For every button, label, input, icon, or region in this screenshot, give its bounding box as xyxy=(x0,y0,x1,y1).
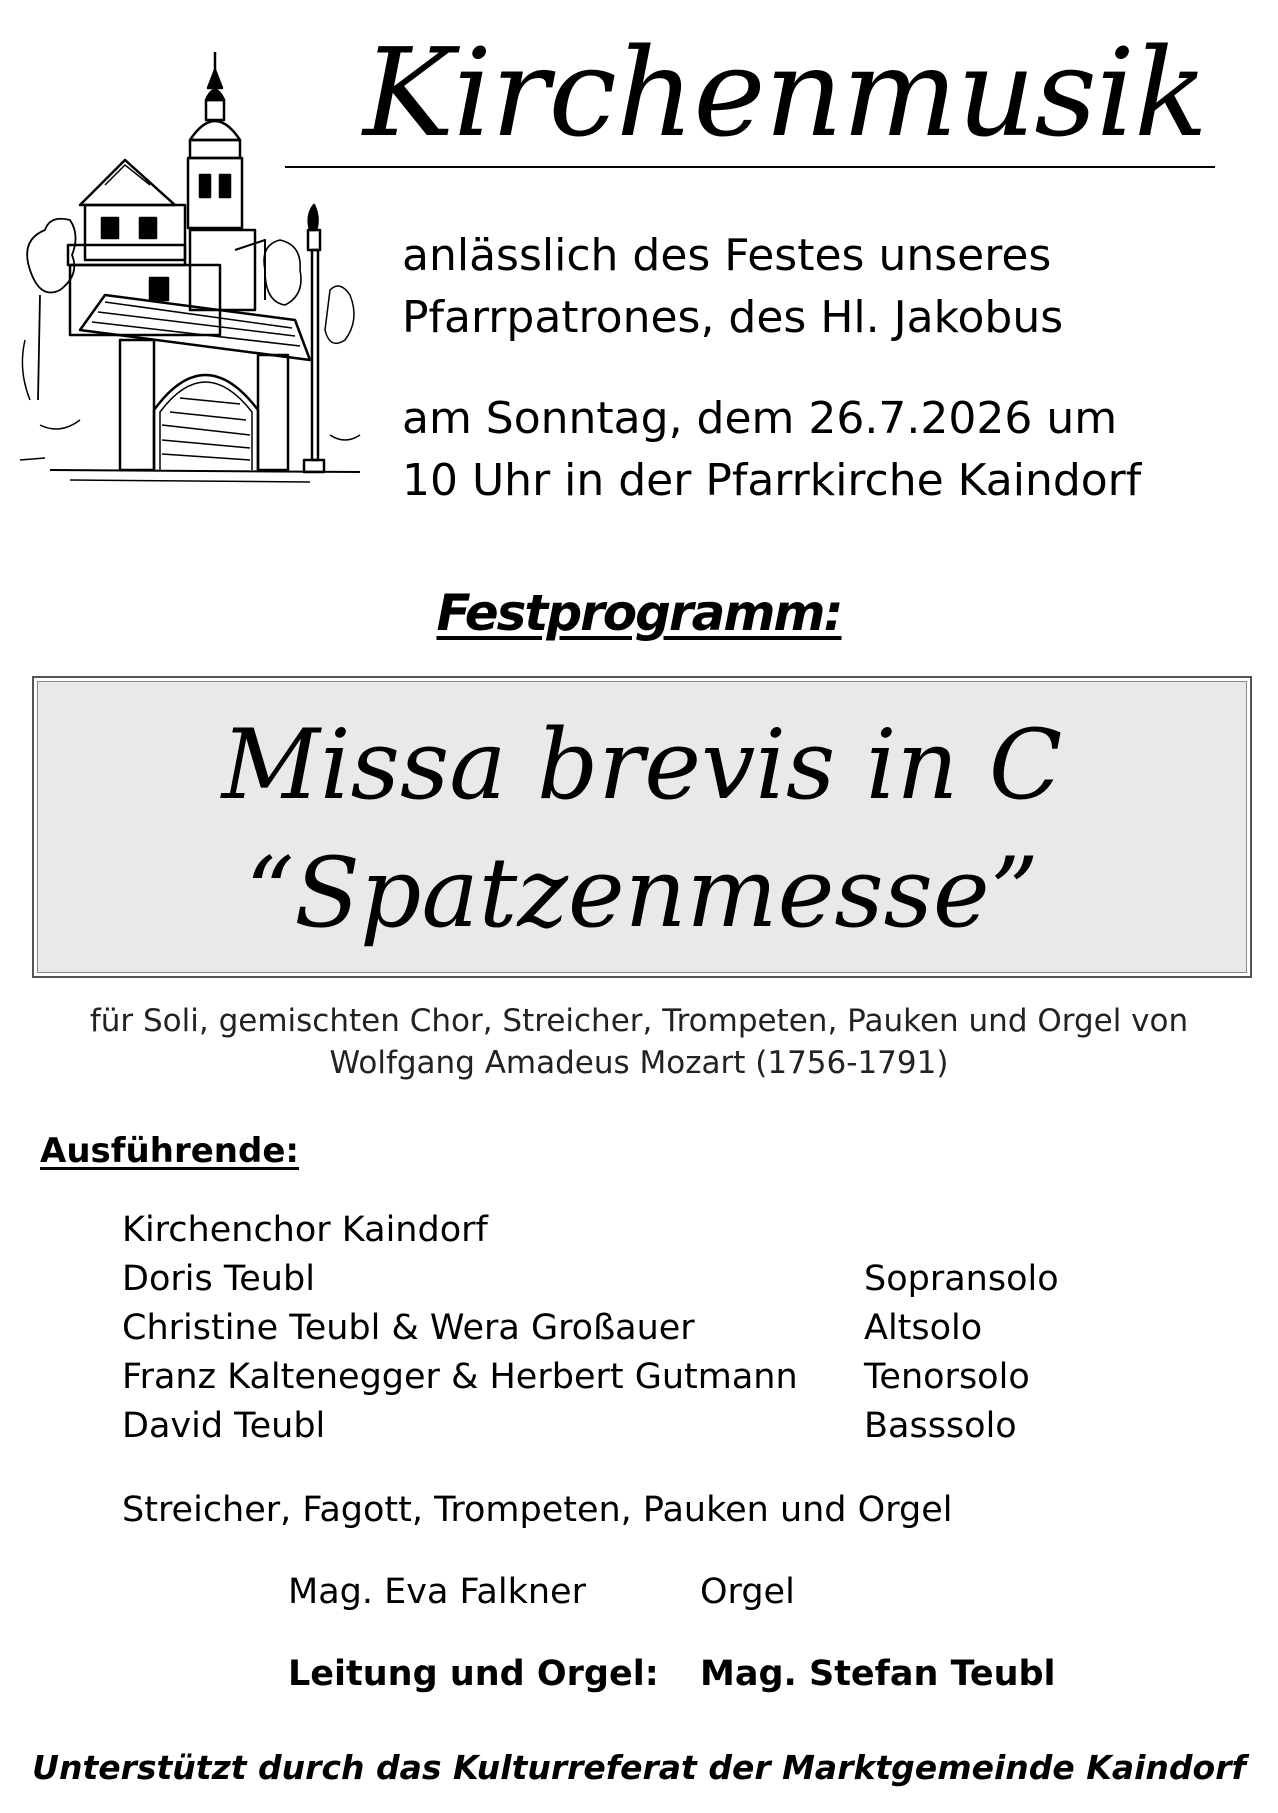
performer-role: Basssolo xyxy=(864,1406,1017,1446)
mass-subtitle: “Spatzenmesse” xyxy=(245,837,1039,949)
location-line: 10 Uhr in der Pfarrkirche Kaindorf xyxy=(402,455,1142,506)
occasion-text xyxy=(402,225,1063,349)
performer-name: David Teubl xyxy=(122,1406,326,1446)
performer-role: Tenorsolo xyxy=(864,1357,1030,1397)
direction-label: Leitung und Orgel: xyxy=(288,1654,659,1694)
performer-role: Sopransolo xyxy=(864,1259,1059,1299)
performers-heading: Ausführende: xyxy=(40,1131,299,1171)
composer-info xyxy=(0,1000,1278,1084)
composer-line: Wolfgang Amadeus Mozart (1756-1791) xyxy=(329,1045,949,1081)
director-name: Mag. Stefan Teubl xyxy=(700,1654,1056,1694)
church-gate-illustration-icon xyxy=(10,40,370,490)
mass-title: Missa brevis in C xyxy=(221,709,1063,821)
page-title: Kirchenmusik xyxy=(363,22,1207,164)
sponsor-footer: Unterstützt durch das Kulturreferat der Marktgemeinde Kaindorf xyxy=(32,1748,1246,1787)
title-underline xyxy=(285,166,1215,168)
performer-name: Doris Teubl xyxy=(122,1259,315,1299)
mass-title-box xyxy=(32,676,1252,978)
organist-role: Orgel xyxy=(700,1572,795,1612)
composer-line: für Soli, gemischten Chor, Streicher, Trompeten, Pauken und Orgel von xyxy=(89,1003,1189,1039)
program-heading-text: Festprogramm: xyxy=(436,584,842,642)
date-line: am Sonntag, dem 26.7.2026 um xyxy=(402,393,1118,444)
performer-role: Altsolo xyxy=(864,1308,983,1348)
performer-name: Franz Kaltenegger & Herbert Gutmann xyxy=(122,1357,798,1397)
performer-name: Christine Teubl & Wera Großauer xyxy=(122,1308,695,1348)
instruments-line: Streicher, Fagott, Trompeten, Pauken und Orgel xyxy=(122,1490,953,1530)
organist-name: Mag. Eva Falkner xyxy=(288,1572,586,1612)
program-heading xyxy=(0,578,1278,648)
occasion-line: Pfarrpatrones, des Hl. Jakobus xyxy=(402,292,1064,343)
performer-name: Kirchenchor Kaindorf xyxy=(122,1210,488,1250)
date-time-text xyxy=(402,388,1141,512)
occasion-line: anlässlich des Festes unseres xyxy=(402,230,1052,281)
